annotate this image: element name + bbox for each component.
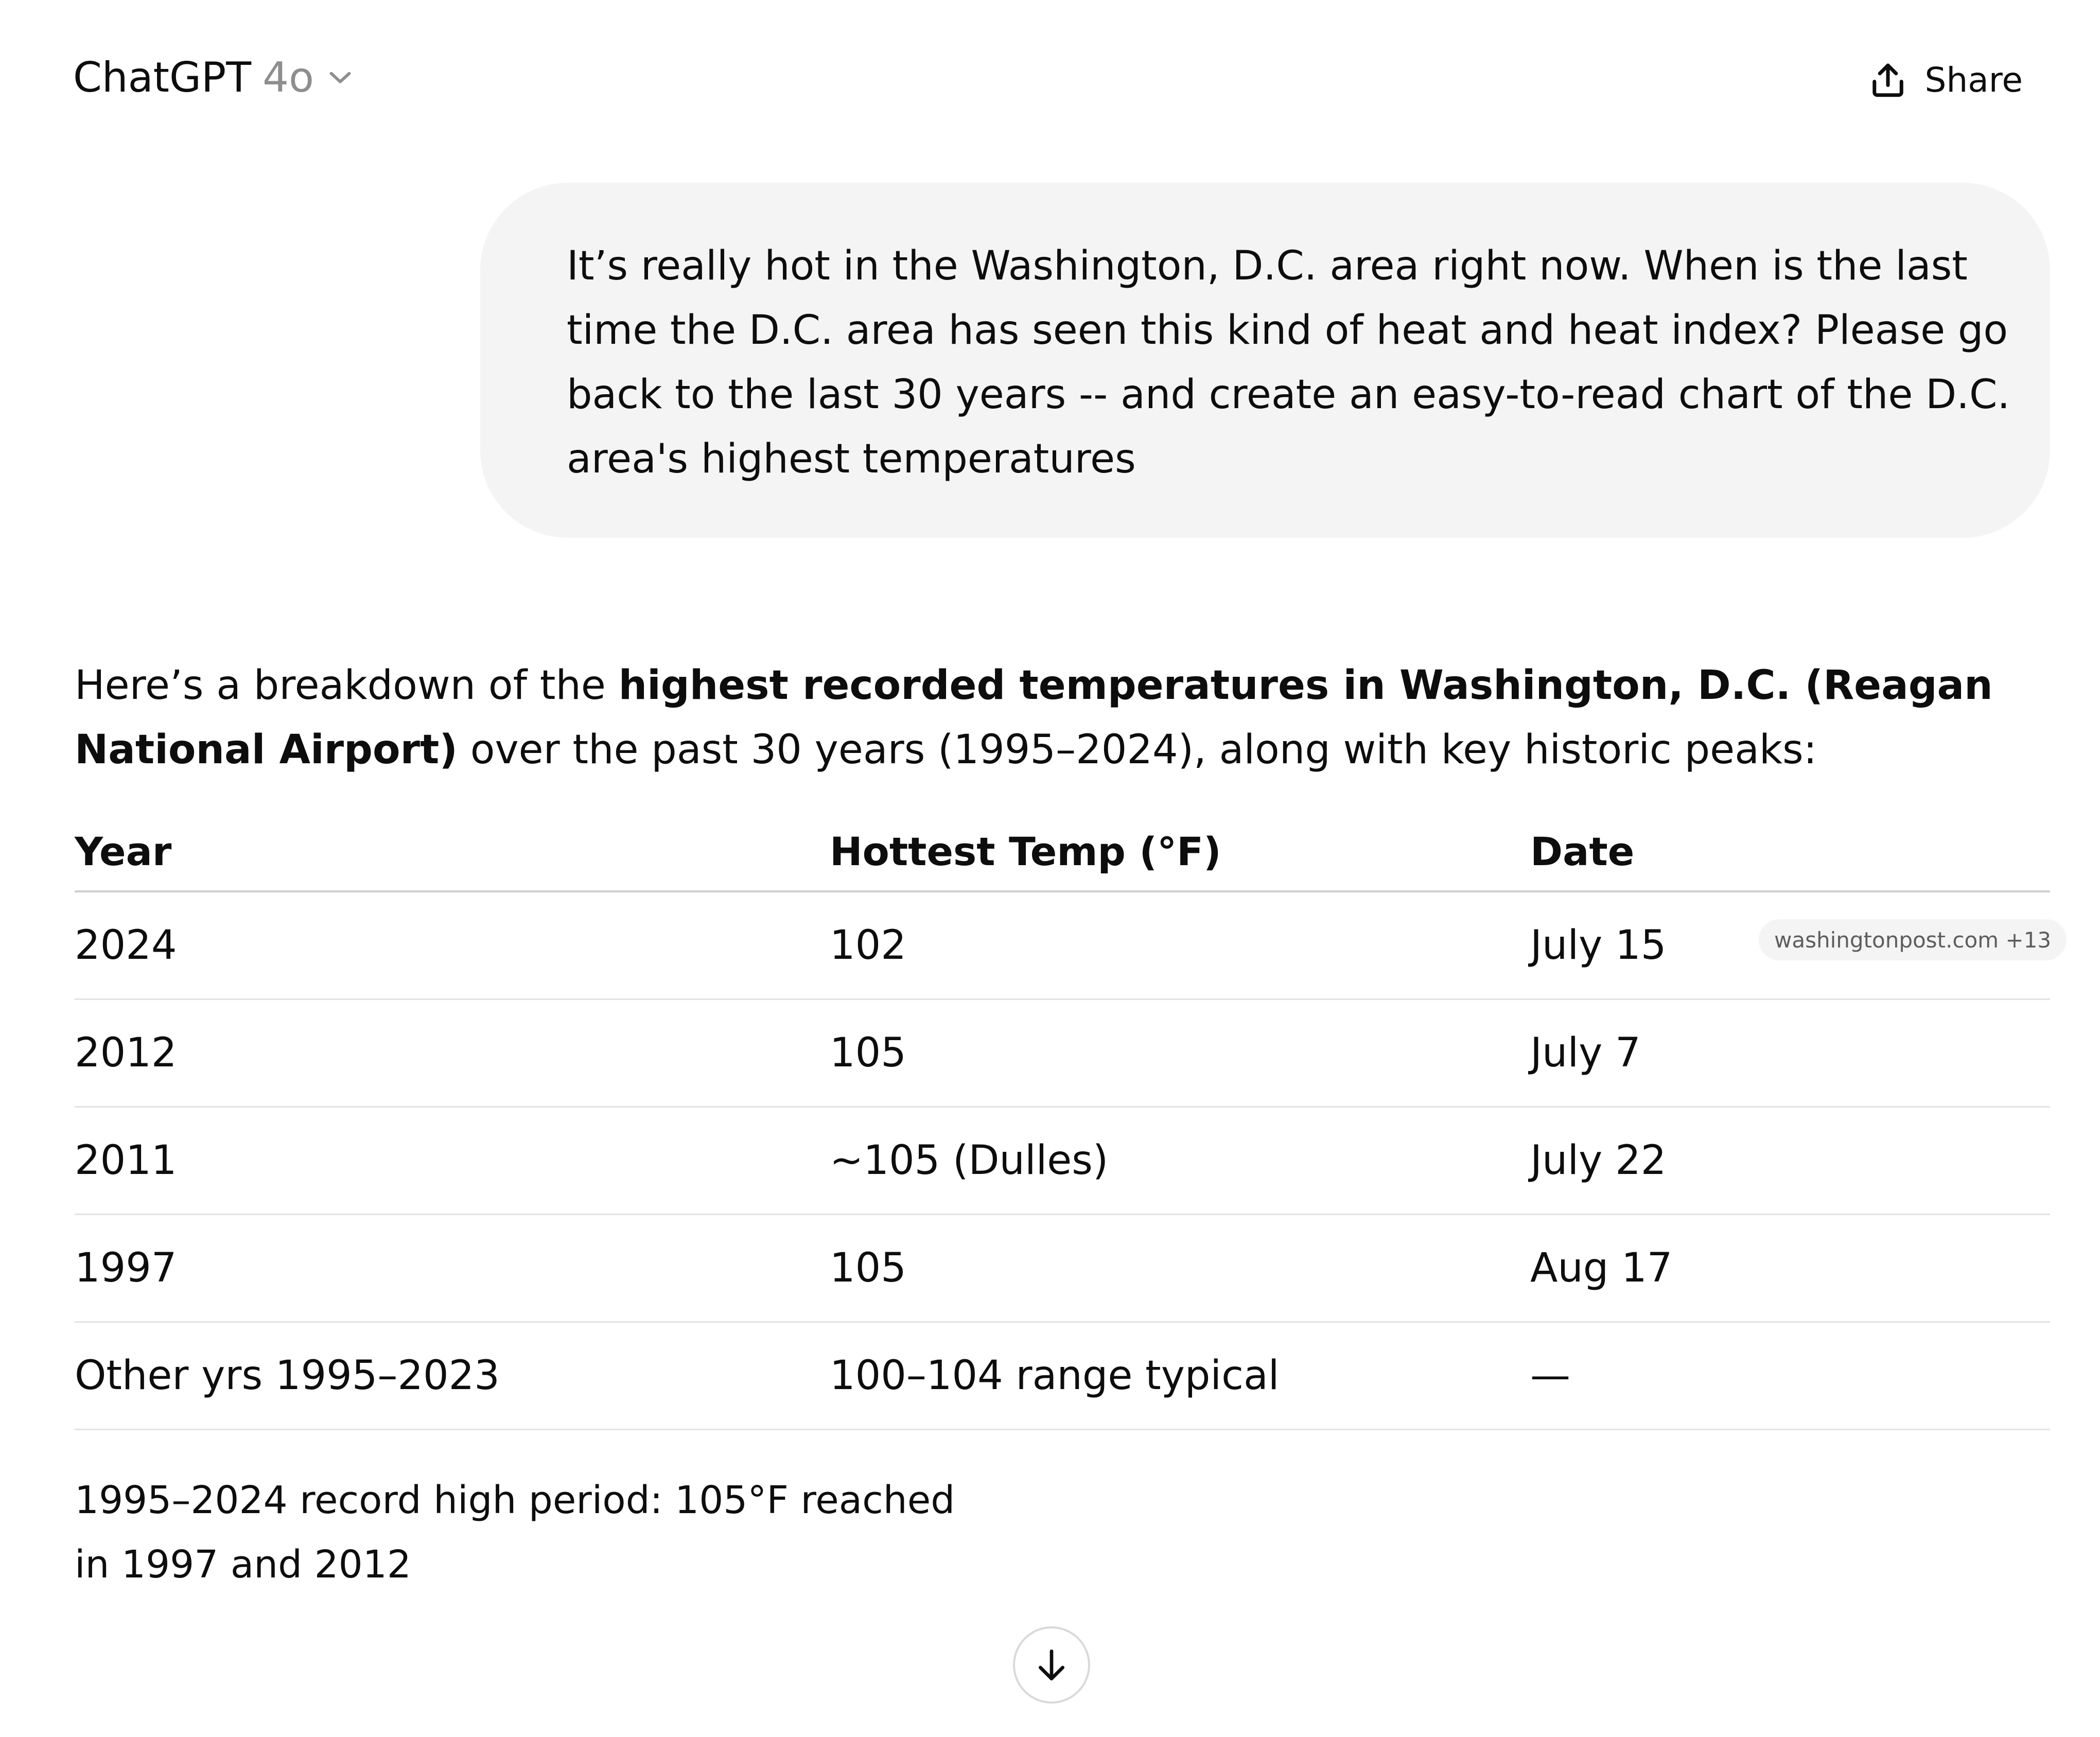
cell-temp: 100–104 range typical: [830, 1353, 1280, 1399]
share-icon: [1866, 58, 1910, 101]
user-message-bubble: [480, 183, 2050, 538]
cell-temp: 102: [830, 922, 906, 969]
cell-year: 1997: [75, 1245, 177, 1291]
header-date: Date: [1530, 829, 1635, 874]
table-row: [75, 1323, 2050, 1430]
citation-pill[interactable]: washingtonpost.com +13: [1759, 919, 2067, 960]
header-hottest-temp: Hottest Temp (°F): [830, 829, 1221, 874]
cell-date: July 22: [1530, 1137, 1667, 1184]
header-year: Year: [75, 829, 172, 874]
note-line-1: 1995–2024 record high period: 105°F reached: [75, 1478, 955, 1522]
note-line-2: in 1997 and 2012: [75, 1542, 411, 1587]
app-name: ChatGPT: [73, 53, 252, 101]
share-button[interactable]: [1866, 49, 2023, 111]
table-row: [75, 1215, 2050, 1323]
scroll-to-bottom-button[interactable]: [1013, 1626, 1090, 1704]
table-row: [75, 1108, 2050, 1215]
table-header-row: [75, 818, 2050, 892]
cell-date: July 15: [1530, 922, 1667, 969]
cell-year: Other yrs 1995–2023: [75, 1353, 500, 1399]
cell-temp: 105: [830, 1030, 906, 1076]
table-row: [75, 1000, 2050, 1108]
cell-date: —: [1530, 1353, 1570, 1399]
model-switcher[interactable]: [73, 46, 358, 108]
arrow-down-icon: [1031, 1644, 1072, 1686]
cell-temp: ~105 (Dulles): [830, 1137, 1109, 1184]
cell-year: 2012: [75, 1030, 177, 1076]
assistant-intro-text: [75, 654, 2051, 782]
intro-bold: highest recorded temperatures in Washington, D.C. (Reagan National Airport): [75, 662, 1993, 773]
cell-date: Aug 17: [1530, 1245, 1673, 1291]
model-version: 4o: [262, 53, 314, 101]
share-label: Share: [1924, 60, 2023, 100]
user-message-text: It’s really hot in the Washington, D.C. area right now. When is the last time the D.C. area has seen this kind of heat and heat index? Please go back to the last 30 years -- and create an easy-to-read chart of the D.C. area's highest temperatures: [567, 243, 2010, 482]
cell-date: July 7: [1530, 1030, 1641, 1076]
chevron-down-icon: [322, 59, 358, 95]
table-row: [75, 892, 2050, 1000]
temperature-table: [75, 818, 2050, 1430]
intro-suffix: over the past 30 years (1995–2024), along with key historic peaks:: [457, 727, 1817, 773]
intro-prefix: Here’s a breakdown of the: [75, 662, 619, 709]
cell-temp: 105: [830, 1245, 906, 1291]
record-note: [75, 1468, 1001, 1597]
chat-header: [0, 0, 2100, 154]
cell-year: 2024: [75, 922, 177, 969]
cell-year: 2011: [75, 1137, 177, 1184]
